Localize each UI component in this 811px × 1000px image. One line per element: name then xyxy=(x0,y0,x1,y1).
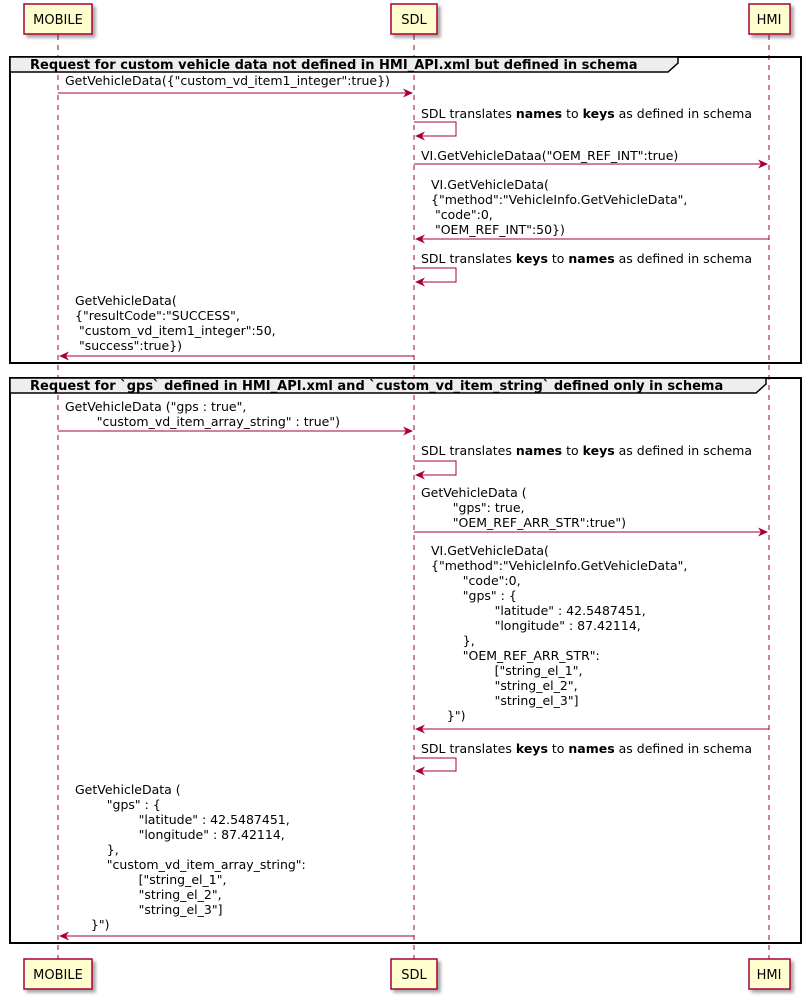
message-line: "string_el_2", xyxy=(431,678,578,693)
message-translate-keys-to-names xyxy=(414,251,752,287)
message-line: "latitude" : 42.5487451, xyxy=(431,603,646,618)
message-line: VI.GetVehicleData( xyxy=(431,177,549,192)
group-label: Request for custom vehicle data not defined in HMI_API.xml but defined in schema xyxy=(30,58,638,73)
participant-label: SDL xyxy=(401,968,427,983)
message-line: "custom_vd_item_array_string" : true") xyxy=(65,414,340,429)
message-line: "success":true}) xyxy=(75,338,183,353)
message-line: SDL translates names to keys as defined in schema xyxy=(421,443,753,458)
message-line: GetVehicleData( xyxy=(75,293,177,308)
message-vi-get-vehicle-data-request xyxy=(414,148,768,169)
participant-label: HMI xyxy=(756,968,782,983)
message-get-vehicle-data-gps-request xyxy=(58,399,413,436)
message-line: VI.GetVehicleData( xyxy=(431,543,549,558)
message-line: {"method":"VehicleInfo.GetVehicleData", xyxy=(431,558,688,573)
message-translate-names-to-keys xyxy=(414,106,752,141)
message-line: "longitude" : 87.42114, xyxy=(75,827,285,842)
participant-mobile-bottom xyxy=(24,959,92,989)
message-get-vehicle-data-response xyxy=(59,293,414,361)
message-line: ["string_el_1", xyxy=(431,663,583,678)
message-line: "OEM_REF_ARR_STR":true") xyxy=(421,515,626,530)
participant-hmi-bottom xyxy=(749,959,790,989)
participant-sdl-bottom xyxy=(391,959,437,989)
participant-hmi-top xyxy=(749,4,790,34)
message-get-vehicle-data-gps-response xyxy=(59,782,414,941)
message-line: GetVehicleData ( xyxy=(75,782,181,797)
message-line: {"resultCode":"SUCCESS", xyxy=(75,308,240,323)
message-get-vehicle-data-oem-request xyxy=(414,485,768,537)
participant-label: SDL xyxy=(401,13,427,28)
message-vi-get-vehicle-data-response xyxy=(415,177,769,244)
participant-mobile-top xyxy=(24,4,92,34)
message-line: "string_el_3"] xyxy=(431,693,579,708)
message-line: SDL translates names to keys as defined in schema xyxy=(421,106,753,121)
message-translate-names-to-keys xyxy=(414,443,752,480)
message-line: "code":0, xyxy=(431,207,493,222)
message-line: }") xyxy=(75,917,110,932)
message-line: "gps" : { xyxy=(431,588,517,603)
message-line: "string_el_2", xyxy=(75,887,222,902)
message-line: VI.GetVehicleDataa("OEM_REF_INT":true) xyxy=(421,148,679,163)
message-translate-keys-to-names xyxy=(414,741,752,776)
participant-label: MOBILE xyxy=(33,13,83,28)
message-line: "longitude" : 87.42114, xyxy=(431,618,641,633)
message-line: SDL translates keys to names as defined in schema xyxy=(421,741,753,756)
message-line: "OEM_REF_ARR_STR": xyxy=(431,648,600,663)
message-line: "custom_vd_item1_integer":50, xyxy=(75,323,276,338)
message-line: "latitude" : 42.5487451, xyxy=(75,812,290,827)
message-line: GetVehicleData ( xyxy=(421,485,527,500)
message-line: }, xyxy=(431,633,475,648)
participant-label: HMI xyxy=(756,13,782,28)
participant-label: MOBILE xyxy=(33,968,83,983)
message-get-vehicle-data-request xyxy=(58,73,413,98)
message-line: SDL translates keys to names as defined in schema xyxy=(421,251,753,266)
message-line: }") xyxy=(431,708,466,723)
message-line: GetVehicleData ("gps : true", xyxy=(65,399,247,414)
message-line: GetVehicleData({"custom_vd_item1_integer":true}) xyxy=(65,73,390,88)
message-line: "OEM_REF_INT":50}) xyxy=(431,222,565,237)
message-line: "code":0, xyxy=(431,573,521,588)
message-line: {"method":"VehicleInfo.GetVehicleData", xyxy=(431,192,688,207)
message-line: ["string_el_1", xyxy=(75,872,227,887)
group-label: Request for `gps` defined in HMI_API.xml and `custom_vd_item_string` defined only in schema xyxy=(30,379,724,394)
message-vi-get-vehicle-data-gps-response xyxy=(415,543,769,734)
message-line: }, xyxy=(75,842,119,857)
message-line: "gps": true, xyxy=(421,500,525,515)
message-line: "custom_vd_item_array_string": xyxy=(75,857,306,872)
message-line: "gps" : { xyxy=(75,797,161,812)
participant-sdl-top xyxy=(391,4,437,34)
message-line: "string_el_3"] xyxy=(75,902,223,917)
